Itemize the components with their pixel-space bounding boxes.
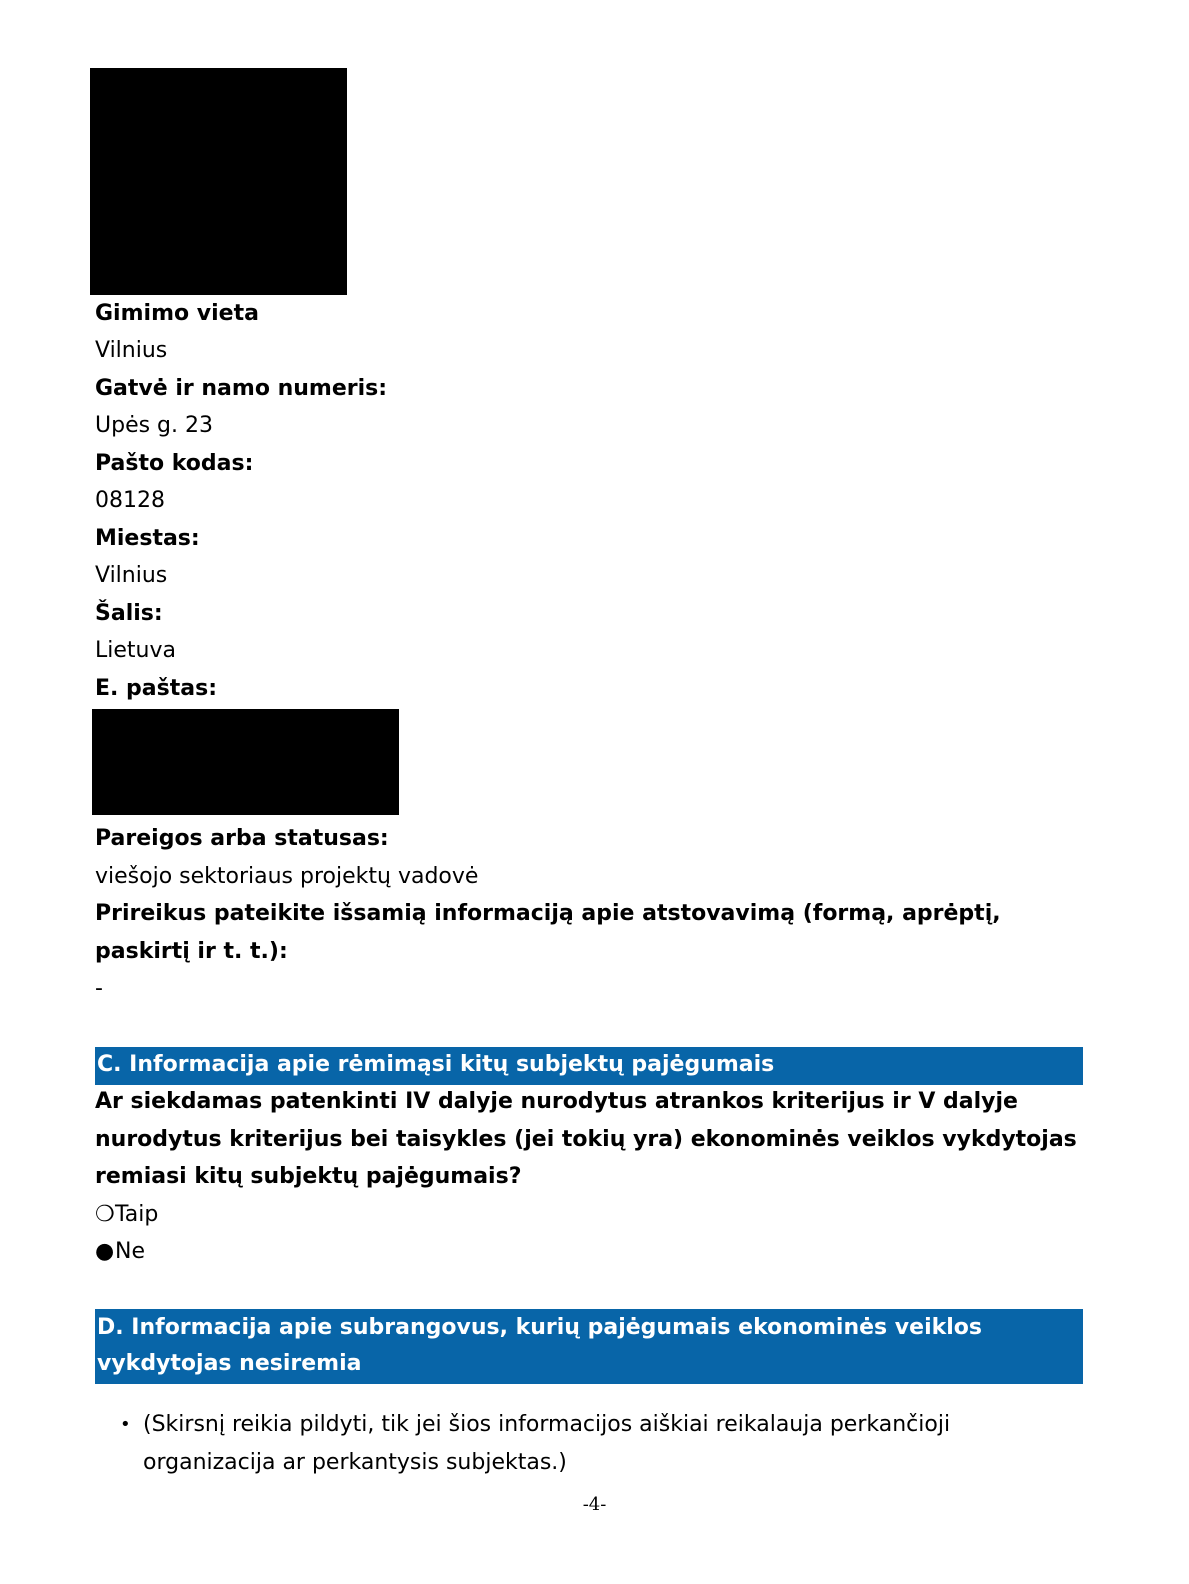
field-label-street: Gatvė ir namo numeris: (95, 376, 388, 401)
field-value-position: viešojo sektoriaus projektų vadovė (95, 864, 479, 889)
field-label-position: Pareigos arba statusas: (95, 826, 389, 851)
redacted-image (90, 68, 347, 295)
field-label-city: Miestas: (95, 526, 200, 551)
section-d-title: D. Informacija apie subrangovus, kurių pajėgumais ekonominės veiklos vykdytojas nesiremia (97, 1315, 982, 1376)
field-value-postcode: 08128 (95, 488, 165, 513)
representation-value: - (95, 976, 103, 1001)
radio-empty-icon: ❍ (95, 1202, 115, 1227)
field-label-email: E. paštas: (95, 676, 217, 701)
field-label-birthplace: Gimimo vieta (95, 301, 259, 326)
radio-option-ne[interactable] (95, 1233, 145, 1271)
field-value-country: Lietuva (95, 638, 176, 663)
representation-label: Prireikus pateikite išsamią informaciją apie atstovavimą (formą, aprėptį, paskirtį ir t. t.): (95, 901, 1001, 964)
bullet-icon: • (120, 1414, 131, 1435)
field-value-city: Vilnius (95, 563, 168, 588)
field-label-country: Šalis: (95, 601, 163, 626)
redacted-email (92, 709, 399, 815)
radio-option-taip[interactable] (95, 1196, 158, 1234)
radio-label-taip: Taip (115, 1202, 159, 1227)
field-value-birthplace: Vilnius (95, 338, 168, 363)
section-d-header (95, 1309, 1083, 1384)
section-c-title: C. Informacija apie rėmimąsi kitų subjektų pajėgumais (97, 1052, 775, 1077)
radio-label-ne: Ne (115, 1239, 145, 1264)
radio-filled-icon: ● (95, 1239, 115, 1264)
section-d-bullet-text: (Skirsnį reikia pildyti, tik jei šios informacijos aiškiai reikalauja perkančioji organizacija ar perkantysis subjektas.) (143, 1412, 951, 1475)
page-number: -4- (582, 1494, 607, 1515)
field-label-postcode: Pašto kodas: (95, 451, 254, 476)
section-c-question: Ar siekdamas patenkinti IV dalyje nurodytus atrankos kriterijus ir V dalyje nurodytus kriterijus bei taisykles (jei tokių yra) ekonominės veiklos vykdytojas remiasi kitų subjektų pajėgumais? (95, 1089, 1077, 1189)
section-c-header (95, 1047, 1083, 1085)
list-item (120, 1406, 1050, 1481)
field-value-street: Upės g. 23 (95, 413, 214, 438)
section-d-bullet-list (120, 1406, 1050, 1481)
